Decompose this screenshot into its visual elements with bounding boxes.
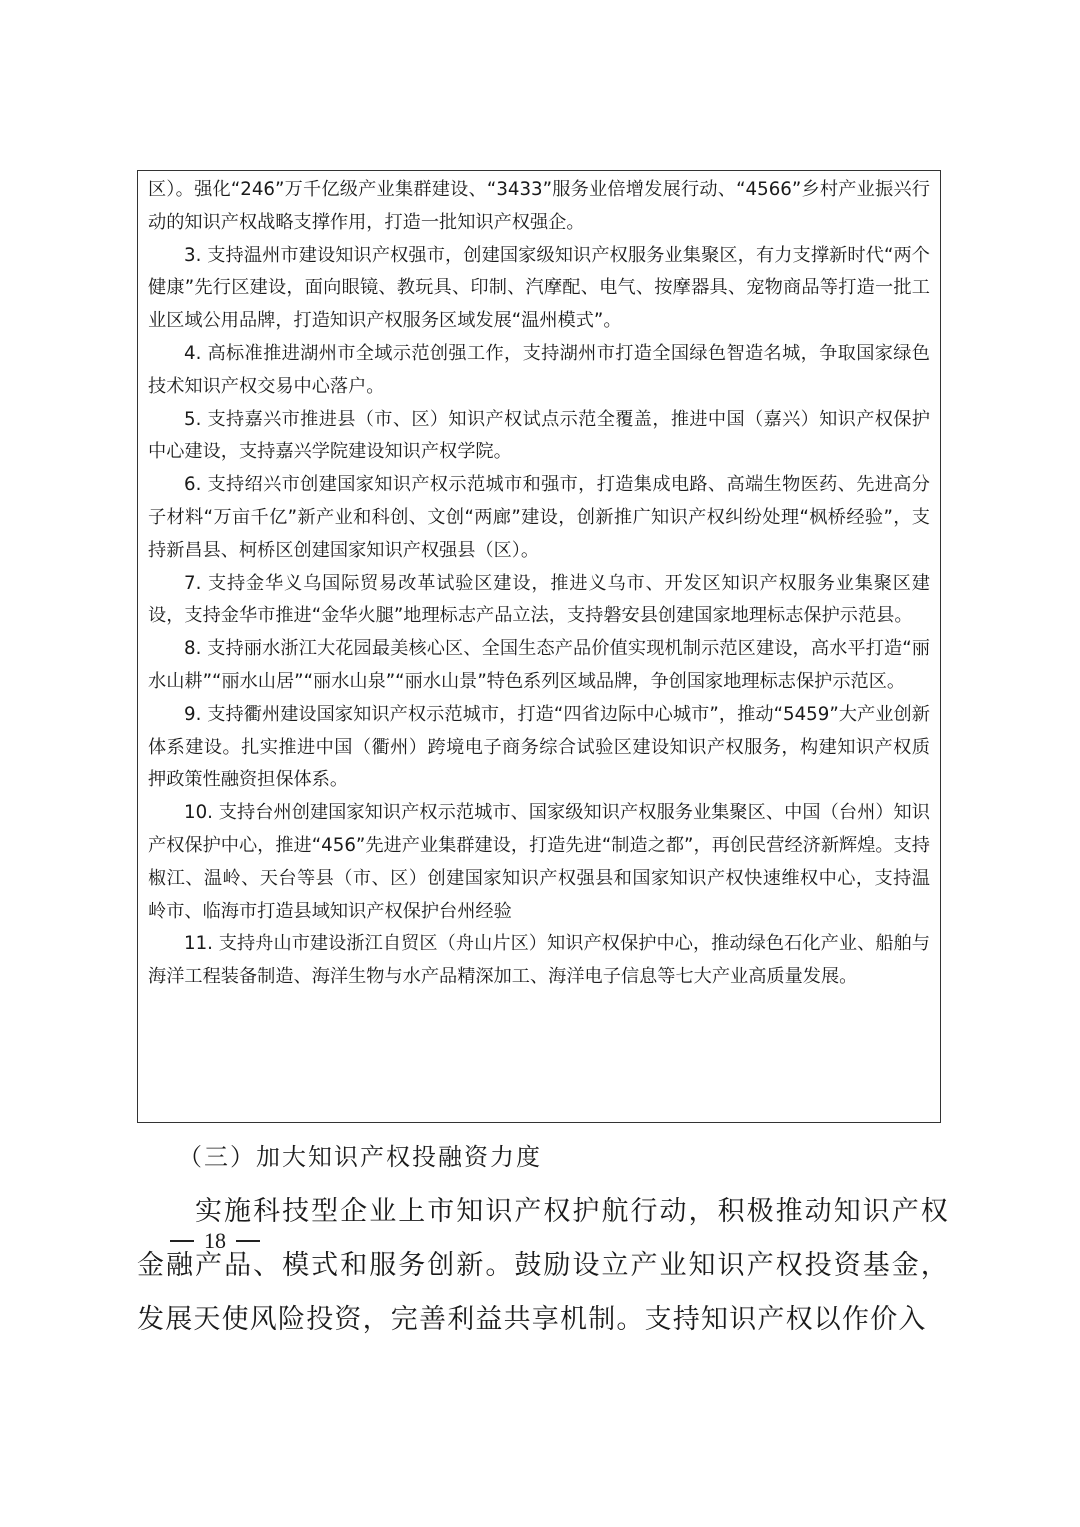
box-paragraph-9: 10. 支持台州创建国家知识产权示范城市、国家级知识产权服务业集聚区、中国（台州）知识产权保护中心，推进“456”先进产业集群建设，打造先进“制造之都”，再创民营经济新辉煌。支持椒江、温岭、天台等县（市、区）创建国家知识产权强县和国家知识产权快速维权中心，支持温岭市、临海市打造县域知识产权保护台州经验	[148, 802, 930, 922]
box-paragraph-4: 5. 支持嘉兴市推进县（市、区）知识产权试点示范全覆盖，推进中国（嘉兴）知识产权保护中心建设，支持嘉兴学院建设知识产权学院。	[148, 408, 930, 463]
body-paragraph: 实施科技型企业上市知识产权护航行动，积极推动知识产权金融产品、模式和服务创新。鼓励设立产业知识产权投资基金，发展天使风险投资，完善利益共享机制。支持知识产权以作价入	[137, 1196, 949, 1335]
box-paragraph-6: 7. 支持金华义乌国际贸易改革试验区建设，推进义乌市、开发区知识产权服务业集聚区建设，支持金华市推进“金华火腿”地理标志产品立法，支持磐安县创建国家地理标志保护示范县。	[148, 572, 930, 627]
body-text-block	[137, 1185, 949, 1347]
box-paragraph-8: 9. 支持衢州建设国家知识产权示范城市，打造“四省边际中心城市”，推动“5459”大产业创新体系建设。扎实推进中国（衢州）跨境电子商务综合试验区建设知识产权服务，构建知识产权质押政策性融资担保体系。	[148, 703, 930, 791]
box-paragraph-1: 区）。强化“246”万千亿级产业集群建设、“3433”服务业倍增发展行动、“4566”乡村产业振兴行动的知识产权战略支撑作用，打造一批知识产权强企。	[148, 179, 930, 233]
page-number-footer	[170, 1226, 270, 1256]
page-number: 18	[204, 1228, 226, 1253]
page-number-dash-right	[236, 1240, 260, 1242]
section-heading: （三）加大知识产权投融资力度	[178, 1143, 542, 1171]
box-paragraph-3: 4. 高标准推进湖州市全域示范创强工作，支持湖州市打造全国绿色智造名城，争取国家绿色技术知识产权交易中心落户。	[148, 342, 930, 397]
box-paragraph-10: 11. 支持舟山市建设浙江自贸区（舟山片区）知识产权保护中心，推动绿色石化产业、船舶与海洋工程装备制造、海洋生物与水产品精深加工、海洋电子信息等七大产业高质量发展。	[148, 933, 930, 988]
box-paragraph-5: 6. 支持绍兴市创建国家知识产权示范城市和强市，打造集成电路、高端生物医药、先进高分子材料“万亩千亿”新产业和科创、文创“两廊”建设，创新推广知识产权纠纷处理“枫桥经验”，支持新昌县、柯桥区创建国家知识产权强县（区）。	[148, 474, 930, 561]
box-paragraph-2: 3. 支持温州市建设知识产权强市，创建国家级知识产权服务业集聚区，有力支撑新时代“两个健康”先行区建设，面向眼镜、教玩具、印制、汽摩配、电气、按摩器具、宠物商品等打造一批工业区域公用品牌，打造知识产权服务区域发展“温州模式”。	[148, 244, 930, 332]
box-paragraph-7: 8. 支持丽水浙江大花园最美核心区、全国生态产品价值实现机制示范区建设，高水平打造“丽水山耕”“丽水山居”“丽水山泉”“丽水山景”特色系列区域品牌，争创国家地理标志保护示范区。	[148, 638, 930, 692]
bordered-text-box	[137, 170, 941, 1123]
page-number-dash-left	[170, 1240, 194, 1242]
